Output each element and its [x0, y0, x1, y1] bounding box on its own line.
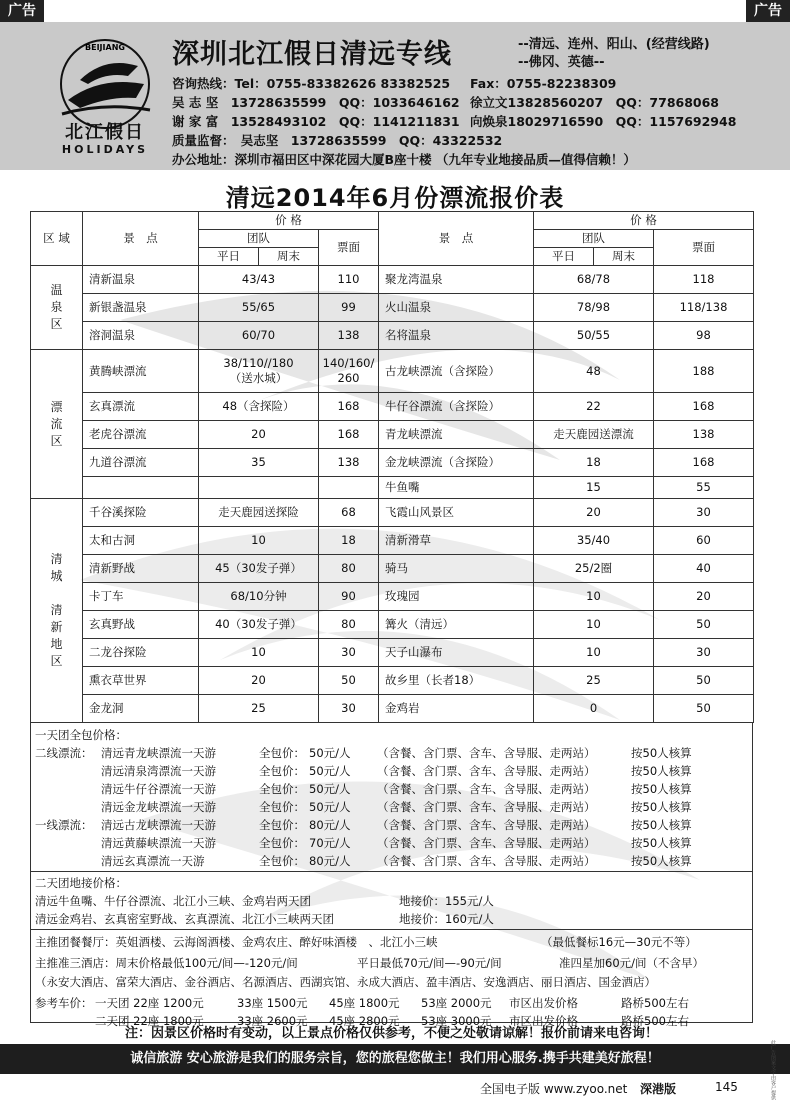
- spot-name: 天子山瀑布: [379, 639, 534, 667]
- table-row: [31, 322, 754, 350]
- table-row: [31, 421, 754, 449]
- header-weekday-left: 平日: [199, 248, 259, 266]
- package-price: 50元/人: [309, 800, 351, 814]
- group-price: 25/2圈: [534, 555, 654, 583]
- group-price: 走天鹿园送漂流: [534, 421, 654, 449]
- spot-name: 古龙峡漂流（含探险）: [379, 350, 534, 393]
- package-info: [30, 723, 753, 1028]
- price-label: 全包价：: [259, 782, 305, 796]
- table-row: [31, 350, 754, 393]
- routes-line-2: --佛冈、英德--: [518, 55, 605, 70]
- group-price: [199, 477, 319, 499]
- price-label: 全包价：: [259, 818, 305, 832]
- ticket-price: 30: [319, 639, 379, 667]
- package-inclusions: （含餐、含门票、含车、含导服、走两站）: [377, 782, 596, 796]
- price-label: 全包价：: [259, 800, 305, 814]
- ticket-price: 18: [319, 527, 379, 555]
- group-price: 15: [534, 477, 654, 499]
- pricing-basis: 按50人核算: [631, 782, 692, 796]
- quality-supervision: 质量监督： 吴志坚 13728635599 QQ：43322532: [172, 133, 503, 148]
- pricing-basis: 按50人核算: [631, 854, 692, 868]
- package-inclusions: （含餐、含门票、含车、含导服、走两站）: [377, 800, 596, 814]
- group-price: 35: [199, 449, 319, 477]
- price-label: 全包价：: [259, 746, 305, 760]
- group-price: 10: [199, 639, 319, 667]
- group-price: 48: [534, 350, 654, 393]
- two-day-price-2: 地接价：160元/人: [399, 912, 494, 926]
- header-group-right: 团队: [534, 230, 654, 248]
- two-day-heading: 二天团地接价格：: [35, 876, 127, 890]
- group-price: 25: [534, 667, 654, 695]
- spot-name: 篝火（清远）: [379, 611, 534, 639]
- group-price: 18: [534, 449, 654, 477]
- package-name: 清远玄真漂流一天游: [101, 854, 205, 868]
- group-price: 55/65: [199, 294, 319, 322]
- package-inclusions: （含餐、含门票、含车、含导服、走两站）: [377, 764, 596, 778]
- group-price: 60/70: [199, 322, 319, 350]
- one-line-rafting-label: 一线漂流：: [35, 818, 93, 832]
- spot-name: 千谷溪探险: [83, 499, 199, 527]
- spot-name: 玄真野战: [83, 611, 199, 639]
- table-row: [31, 555, 754, 583]
- ticket-price: 140/160/ 260: [319, 350, 379, 393]
- price-table: [30, 211, 754, 723]
- section-divider: [31, 929, 752, 930]
- package-price: 80元/人: [309, 818, 351, 832]
- ticket-price: 188: [654, 350, 754, 393]
- table-row: [31, 667, 754, 695]
- spot-name: 金龙峡漂流（含探险）: [379, 449, 534, 477]
- group-price: 45（30发子弹）: [199, 555, 319, 583]
- ticket-price: [319, 477, 379, 499]
- ticket-price: 50: [654, 611, 754, 639]
- two-line-rafting-label: 二线漂流：: [35, 746, 93, 760]
- routes-line-1: --清远、连州、阳山、(经营线路): [518, 37, 710, 52]
- group-price: 20: [199, 667, 319, 695]
- region-cell: 清 城 清 新 地 区: [31, 499, 83, 723]
- price-label: 全包价：: [259, 836, 305, 850]
- group-price: 50/55: [534, 322, 654, 350]
- spot-name: 飞霞山风景区: [379, 499, 534, 527]
- region-cell: 漂 流 区: [31, 350, 83, 499]
- header-weekend-right: 周末: [594, 248, 654, 266]
- page-title: 清远2014年6月份漂流报价表: [225, 184, 565, 212]
- spot-name: 太和古洞: [83, 527, 199, 555]
- car-price-two-day: 二天团 22座 1800元: [95, 1014, 204, 1028]
- car-price-label: 参考车价：: [35, 996, 93, 1010]
- group-price: 10: [534, 639, 654, 667]
- package-price: 50元/人: [309, 746, 351, 760]
- spot-name: 溶洞温泉: [83, 322, 199, 350]
- spot-name: [83, 477, 199, 499]
- ticket-price: 20: [654, 583, 754, 611]
- car-price-two-day: 路桥500左右: [621, 1014, 689, 1028]
- ticket-price: 168: [319, 421, 379, 449]
- footer-edition: 深港版: [640, 1082, 677, 1096]
- ticket-price: 118/138: [654, 294, 754, 322]
- hotel-upgrade-price: 准四星加60元/间（不含早）: [559, 956, 705, 970]
- fax: Fax：0755-82238309: [470, 76, 617, 91]
- section-divider: [31, 871, 752, 872]
- group-price: 68/10分钟: [199, 583, 319, 611]
- price-label: 全包价：: [259, 854, 305, 868]
- spot-name: 清新温泉: [83, 266, 199, 294]
- car-price-two-day: 33座 2600元: [237, 1014, 308, 1028]
- package-price: 70元/人: [309, 836, 351, 850]
- spot-name: 黄腾峡漂流: [83, 350, 199, 393]
- group-price: 0: [534, 695, 654, 723]
- spot-name: 火山温泉: [379, 294, 534, 322]
- spot-name: 金鸡岩: [379, 695, 534, 723]
- car-price-two-day: 53座 3000元: [421, 1014, 492, 1028]
- contact-person-1: 吴 志 坚 13728635599 QQ：1033646162: [172, 95, 460, 110]
- spot-name: 二龙谷探险: [83, 639, 199, 667]
- spot-name: 牛鱼嘴: [379, 477, 534, 499]
- service-banner: 诚信旅游 安心旅游是我们的服务宗旨，您的旅程您做主！我们用心服务.携手共建美好旅程！: [0, 1044, 790, 1074]
- pricing-basis: 按50人核算: [631, 800, 692, 814]
- spot-name: 清新滑草: [379, 527, 534, 555]
- group-price: 走天鹿园送探险: [199, 499, 319, 527]
- package-name: 清远黄藤峡漂流一天游: [101, 836, 216, 850]
- restaurant-list: 主推团餐餐厅：英姐酒楼、云海阁酒楼、金鸡农庄、醉好味酒楼 、北江小三峡: [35, 935, 438, 949]
- group-price: 20: [534, 499, 654, 527]
- ticket-price: 30: [319, 695, 379, 723]
- group-price: 48（含探险）: [199, 393, 319, 421]
- table-row: [31, 695, 754, 723]
- table-row: [31, 499, 754, 527]
- header-region: 区 域: [31, 212, 83, 266]
- spot-name: 金龙洞: [83, 695, 199, 723]
- spot-name: 牛仔谷漂流（含探险）: [379, 393, 534, 421]
- two-day-price-1: 地接价：155元/人: [399, 894, 494, 908]
- car-price-one-day: 45座 1800元: [329, 996, 400, 1010]
- header-spot-left: 景 点: [83, 212, 199, 266]
- pricing-basis: 按50人核算: [631, 746, 692, 760]
- car-price-one-day: 53座 2000元: [421, 996, 492, 1010]
- package-name: 清远青龙峡漂流一天游: [101, 746, 216, 760]
- header-weekend-left: 周末: [259, 248, 319, 266]
- ticket-price: 50: [319, 667, 379, 695]
- header-price-left: 价 格: [199, 212, 379, 230]
- pricing-basis: 按50人核算: [631, 818, 692, 832]
- ticket-price: 50: [654, 695, 754, 723]
- price-note: 注：因景区价格时有变动，以上景点价格仅供参考，不便之处敬请谅解！报价前请来电咨询！: [124, 1026, 658, 1041]
- ticket-price: 30: [654, 499, 754, 527]
- pricing-basis: 按50人核算: [631, 764, 692, 778]
- ticket-price: 80: [319, 555, 379, 583]
- ticket-price: 110: [319, 266, 379, 294]
- hotel-weekday-price: 平日最低70元/间—-90元/间: [357, 956, 502, 970]
- spot-name: 故乡里（长者18）: [379, 667, 534, 695]
- ticket-price: 138: [654, 421, 754, 449]
- ticket-price: 138: [319, 449, 379, 477]
- ad-tag-left: 广告: [0, 0, 44, 22]
- package-price: 50元/人: [309, 764, 351, 778]
- one-day-heading: 一天团全包价格：: [35, 728, 127, 742]
- package-price: 80元/人: [309, 854, 351, 868]
- table-row: [31, 611, 754, 639]
- header-weekday-right: 平日: [534, 248, 594, 266]
- package-inclusions: （含餐、含门票、含车、含导服、走两站）: [377, 836, 596, 850]
- logo-arc-text: BEIJIANG: [85, 43, 125, 52]
- side-disclaimer: 此广告图案文字由客户提供: [770, 1040, 776, 1100]
- package-inclusions: （含餐、含门票、含车、含导服、走两站）: [377, 818, 596, 832]
- group-price: 10: [199, 527, 319, 555]
- group-price: 25: [199, 695, 319, 723]
- group-price: 40（30发子弹）: [199, 611, 319, 639]
- table-row: [31, 583, 754, 611]
- car-price-two-day: 市区出发价格: [509, 1014, 578, 1028]
- group-price: 43/43: [199, 266, 319, 294]
- spot-name: 骑马: [379, 555, 534, 583]
- ticket-price: 50: [654, 667, 754, 695]
- contact-person-2: 徐立文13828560207 QQ：77868068: [470, 95, 720, 110]
- two-day-line-1: 清远牛鱼嘴、牛仔谷漂流、北江小三峡、金鸡岩两天团: [35, 894, 311, 908]
- ticket-price: 99: [319, 294, 379, 322]
- hotel-list: （永安大酒店、富荣大酒店、金谷酒店、名源酒店、西湖宾馆、永成大酒店、盈丰酒店、安逸酒店、丽日酒店、国金酒店）: [35, 975, 656, 989]
- brand-title: 深圳北江假日清远专线: [172, 39, 452, 70]
- table-row: [31, 639, 754, 667]
- car-price-one-day: 路桥500左右: [621, 996, 689, 1010]
- group-price: 35/40: [534, 527, 654, 555]
- table-row: [31, 294, 754, 322]
- group-price: 10: [534, 611, 654, 639]
- table-row: [31, 266, 754, 294]
- package-price: 50元/人: [309, 782, 351, 796]
- ticket-price: 60: [654, 527, 754, 555]
- spot-name: 卡丁车: [83, 583, 199, 611]
- package-name: 清远清泉湾漂流一天游: [101, 764, 216, 778]
- car-price-one-day: 33座 1500元: [237, 996, 308, 1010]
- package-name: 清远牛仔谷漂流一天游: [101, 782, 216, 796]
- table-row: [31, 449, 754, 477]
- two-day-line-2: 清远金鸡岩、玄真密室野战、玄真漂流、北江小三峡两天团: [35, 912, 334, 926]
- spot-name: 老虎谷漂流: [83, 421, 199, 449]
- contact-person-4: 向焕泉18029716590 QQ：1157692948: [470, 114, 737, 129]
- spot-name: 青龙峡漂流: [379, 421, 534, 449]
- spot-name: 清新野战: [83, 555, 199, 583]
- spot-name: 名将温泉: [379, 322, 534, 350]
- ticket-price: 80: [319, 611, 379, 639]
- ticket-price: 138: [319, 322, 379, 350]
- table-row: [31, 477, 754, 499]
- page-number: 145: [715, 1080, 738, 1094]
- ticket-price: 30: [654, 639, 754, 667]
- group-price: 38/110//180 （送水城）: [199, 350, 319, 393]
- ticket-price: 168: [319, 393, 379, 421]
- ticket-price: 68: [319, 499, 379, 527]
- office-address: 办公地址：深圳市福田区中深花园大厦B座十楼 （九年专业地接品质—值得信赖！）: [172, 152, 636, 167]
- ticket-price: 40: [654, 555, 754, 583]
- group-price: 22: [534, 393, 654, 421]
- car-price-one-day: 一天团 22座 1200元: [95, 996, 204, 1010]
- footer-website: 全国电子版 www.zyoo.net: [480, 1082, 628, 1096]
- meal-standard-note: （最低餐标16元—30元不等）: [541, 935, 697, 949]
- header-price-right: 价 格: [534, 212, 754, 230]
- ticket-price: 90: [319, 583, 379, 611]
- table-row: [31, 527, 754, 555]
- ticket-price: 168: [654, 393, 754, 421]
- package-inclusions: （含餐、含门票、含车、含导服、走两站）: [377, 746, 596, 760]
- brand-routes: [518, 36, 710, 72]
- ticket-price: 55: [654, 477, 754, 499]
- logo-english-name: HOLIDAYS: [61, 143, 149, 156]
- package-name: 清远金龙峡漂流一天游: [101, 800, 216, 814]
- header-spot-right: 景 点: [379, 212, 534, 266]
- package-inclusions: （含餐、含门票、含车、含导服、走两站）: [377, 854, 596, 868]
- group-price: 78/98: [534, 294, 654, 322]
- ad-tag-right: 广告: [746, 0, 790, 22]
- header-ticket-left: 票面: [319, 230, 379, 266]
- hotel-weekend-price: 主推准三酒店：周末价格最低100元/间—-120元/间: [35, 956, 298, 970]
- car-price-one-day: 市区出发价格: [509, 996, 578, 1010]
- spot-name: 新银盏温泉: [83, 294, 199, 322]
- region-cell: 温 泉 区: [31, 266, 83, 350]
- spot-name: 熏衣草世界: [83, 667, 199, 695]
- spot-name: 玫瑰园: [379, 583, 534, 611]
- price-label: 全包价：: [259, 764, 305, 778]
- ticket-price: 118: [654, 266, 754, 294]
- ticket-price: 168: [654, 449, 754, 477]
- logo-chinese-name: 北江假日: [65, 122, 145, 143]
- ticket-price: 98: [654, 322, 754, 350]
- spot-name: 聚龙湾温泉: [379, 266, 534, 294]
- contact-person-3: 谢 家 富 13528493102 QQ：1141211831: [172, 114, 460, 129]
- spot-name: 九道谷漂流: [83, 449, 199, 477]
- group-price: 10: [534, 583, 654, 611]
- group-price: 20: [199, 421, 319, 449]
- car-price-two-day: 45座 2800元: [329, 1014, 400, 1028]
- group-price: 68/78: [534, 266, 654, 294]
- table-row: [31, 393, 754, 421]
- ad-header: [0, 22, 790, 170]
- header-ticket-right: 票面: [654, 230, 754, 266]
- hotline: 咨询热线：Tel：0755-83382626 83382525: [172, 76, 451, 91]
- package-name: 清远古龙峡漂流一天游: [101, 818, 216, 832]
- header-group-left: 团队: [199, 230, 319, 248]
- pricing-basis: 按50人核算: [631, 836, 692, 850]
- spot-name: 玄真漂流: [83, 393, 199, 421]
